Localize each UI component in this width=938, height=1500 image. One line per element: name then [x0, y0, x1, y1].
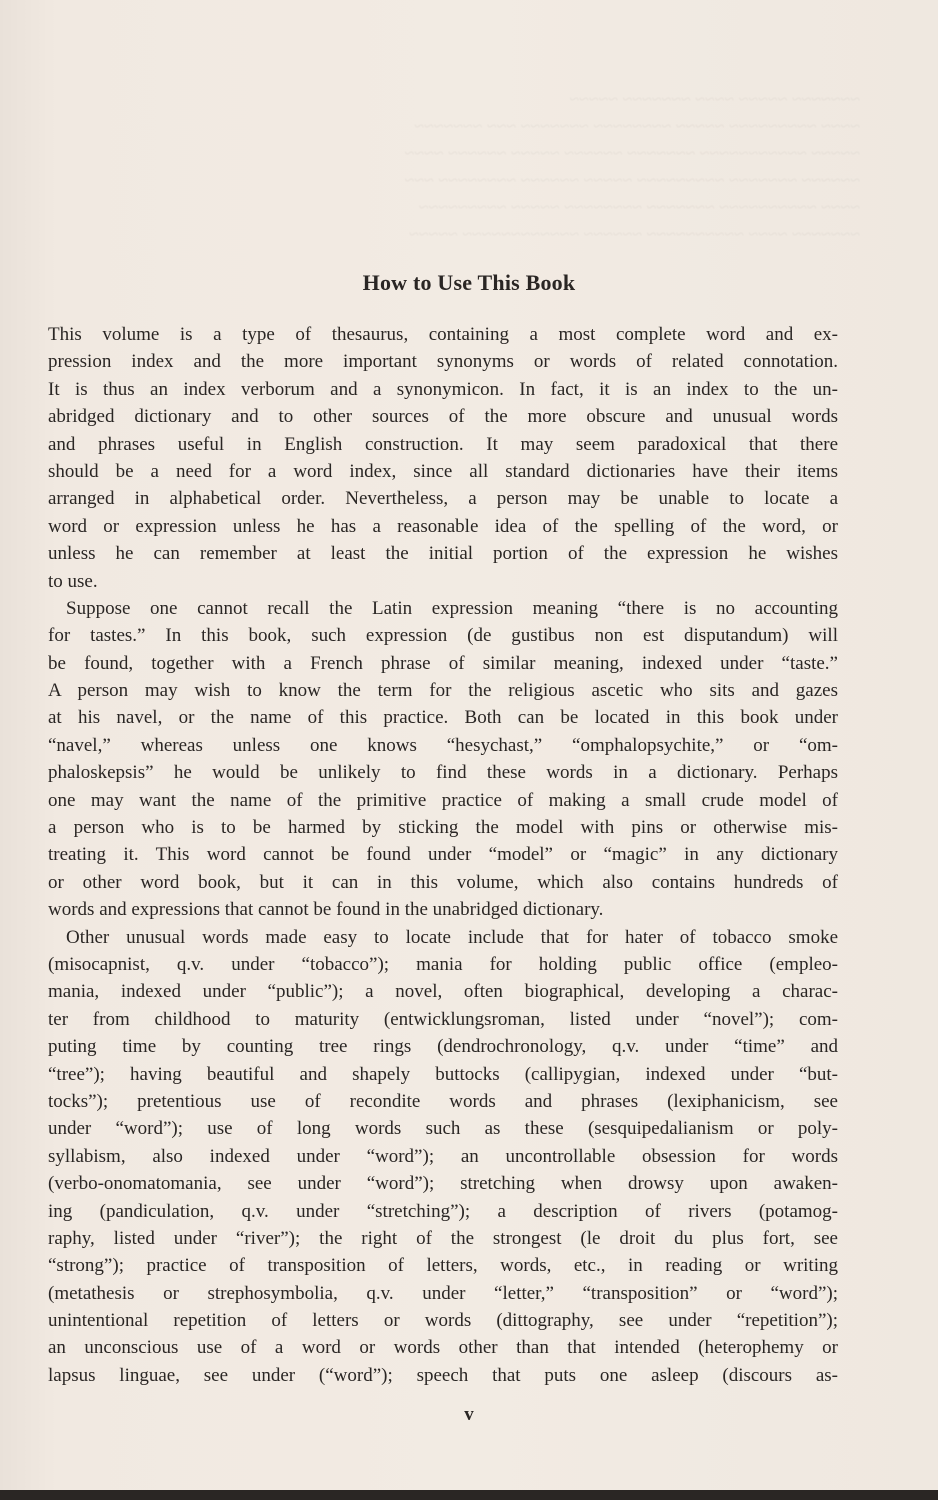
text-line: word or expression unless he has a reasonable idea of the spelling of the word, or — [48, 515, 838, 537]
text-line: at his navel, or the name of this practice. Both can be located in this book under — [48, 707, 838, 729]
text-line: “strong”); practice of transposition of letters, words, etc., in reading or writing — [48, 1255, 838, 1277]
text-line: for tastes.” In this book, such expression (de gustibus non est disputandum) will — [48, 625, 838, 647]
text-line: abridged dictionary and to other sources of the more obscure and unusual words — [48, 406, 838, 428]
text-line: puting time by counting tree rings (dendrochronology, q.v. under “time” and — [48, 1036, 838, 1058]
body-text — [48, 321, 838, 1389]
text-line: Other unusual words made easy to locate include that for hater of tobacco smoke — [66, 926, 838, 948]
page-number: v — [464, 1404, 474, 1425]
text-line: syllabism, also indexed under “word”); an uncontrollable obsession for words — [48, 1145, 838, 1167]
text-line: This volume is a type of thesaurus, containing a most complete word and ex- — [48, 324, 838, 345]
show-through-text: ~~~~~~~ ~~~~~ ~~~~ ~~~~~~~ ~~~~~ ~~~~ ~~~~~~~~~ ~~~~~ ~~~~~~~~ ~~~~~~~ ~~~ ~~~~~~~ ~~~~~ ~~~~~~~~~~~ ~~~~~~~ ~~~~~~ ~~~~~ ~~~~~~ ~~~~ ~~~~~~ ~~~~~~~ ~~~~~~~~~ ~~~~~ ~~~~~~ ~~~~~~~~ ~~~ ~~~~ ~~~~~~~~~~ ~~~~~~~ ~~~~~~~~ ~~~~~ ~~~~~~~~~ ~~~~~~~ ~~~~ ~~~~~~~~~~ ~~~~~~ ~~~~~~~~~~~~ ~~~~~ — [404, 89, 860, 244]
text-line: “navel,” whereas unless one knows “hesychast,” “omphalopsychite,” or “om- — [48, 734, 838, 756]
text-line: phaloskepsis” he would be unlikely to find these words in a dictionary. Perhaps — [48, 762, 838, 784]
text-line: and phrases useful in English construction. It may seem paradoxical that there — [48, 433, 838, 455]
text-line: arranged in alphabetical order. Nevertheless, a person may be unable to locate a — [48, 488, 838, 510]
text-line: or other word book, but it can in this volume, which also contains hundreds of — [48, 871, 838, 893]
text-line: unless he can remember at least the initial portion of the expression he wishes — [48, 543, 838, 565]
text-line: tocks”); pretentious use of recondite words and phrases (lexiphanicism, see — [48, 1090, 838, 1112]
page-bottom-edge — [0, 1490, 938, 1500]
text-line: to use. — [48, 570, 98, 592]
text-line: raphy, listed under “river”); the right of the strongest (le droit du plus fort, see — [48, 1227, 838, 1249]
text-line: It is thus an index verborum and a synonymicon. In fact, it is an index to the un- — [48, 378, 838, 400]
text-line: should be a need for a word index, since all standard dictionaries have their items — [48, 460, 838, 482]
text-line: one may want the name of the primitive practice of making a small crude model of — [48, 789, 838, 811]
text-line: unintentional repetition of letters or words (dittography, see under “repetition”); — [48, 1310, 838, 1332]
text-line: treating it. This word cannot be found under “model” or “magic” in any dictionary — [48, 844, 838, 866]
text-line: pression index and the more important synonyms or words of related connotation. — [48, 351, 838, 373]
text-line: words and expressions that cannot be found in the unabridged dictionary. — [48, 899, 604, 921]
text-line: A person may wish to know the term for the religious ascetic who sits and gazes — [48, 680, 838, 702]
text-line: ing (pandiculation, q.v. under “stretching”); a description of rivers (potamog- — [48, 1200, 838, 1222]
page-title: How to Use This Book — [362, 270, 576, 295]
text-line: be found, together with a French phrase of similar meaning, indexed under “taste.” — [48, 652, 838, 674]
text-line: “tree”); having beautiful and shapely buttocks (callipygian, indexed under “but- — [48, 1063, 838, 1085]
text-line: (verbo-onomatomania, see under “word”); stretching when drowsy upon awaken- — [48, 1173, 838, 1195]
text-line: under “word”); use of long words such as these (sesquipedalianism or poly- — [48, 1118, 838, 1140]
text-line: lapsus linguae, see under (“word”); speech that puts one asleep (discours as- — [48, 1364, 838, 1386]
text-line: mania, indexed under “public”); a novel, often biographical, developing a charac- — [48, 981, 838, 1003]
text-line: (misocapnist, q.v. under “tobacco”); mania for holding public office (empleo- — [48, 953, 838, 975]
text-line: Suppose one cannot recall the Latin expression meaning “there is no accounting — [66, 597, 838, 619]
text-line: ter from childhood to maturity (entwicklungsroman, listed under “novel”); com- — [48, 1008, 838, 1030]
text-line: an unconscious use of a word or words other than that intended (heterophemy or — [48, 1337, 838, 1359]
text-line: a person who is to be harmed by sticking the model with pins or otherwise mis- — [48, 817, 838, 839]
text-line: (metathesis or strephosymbolia, q.v. under “letter,” “transposition” or “word”); — [48, 1282, 838, 1304]
